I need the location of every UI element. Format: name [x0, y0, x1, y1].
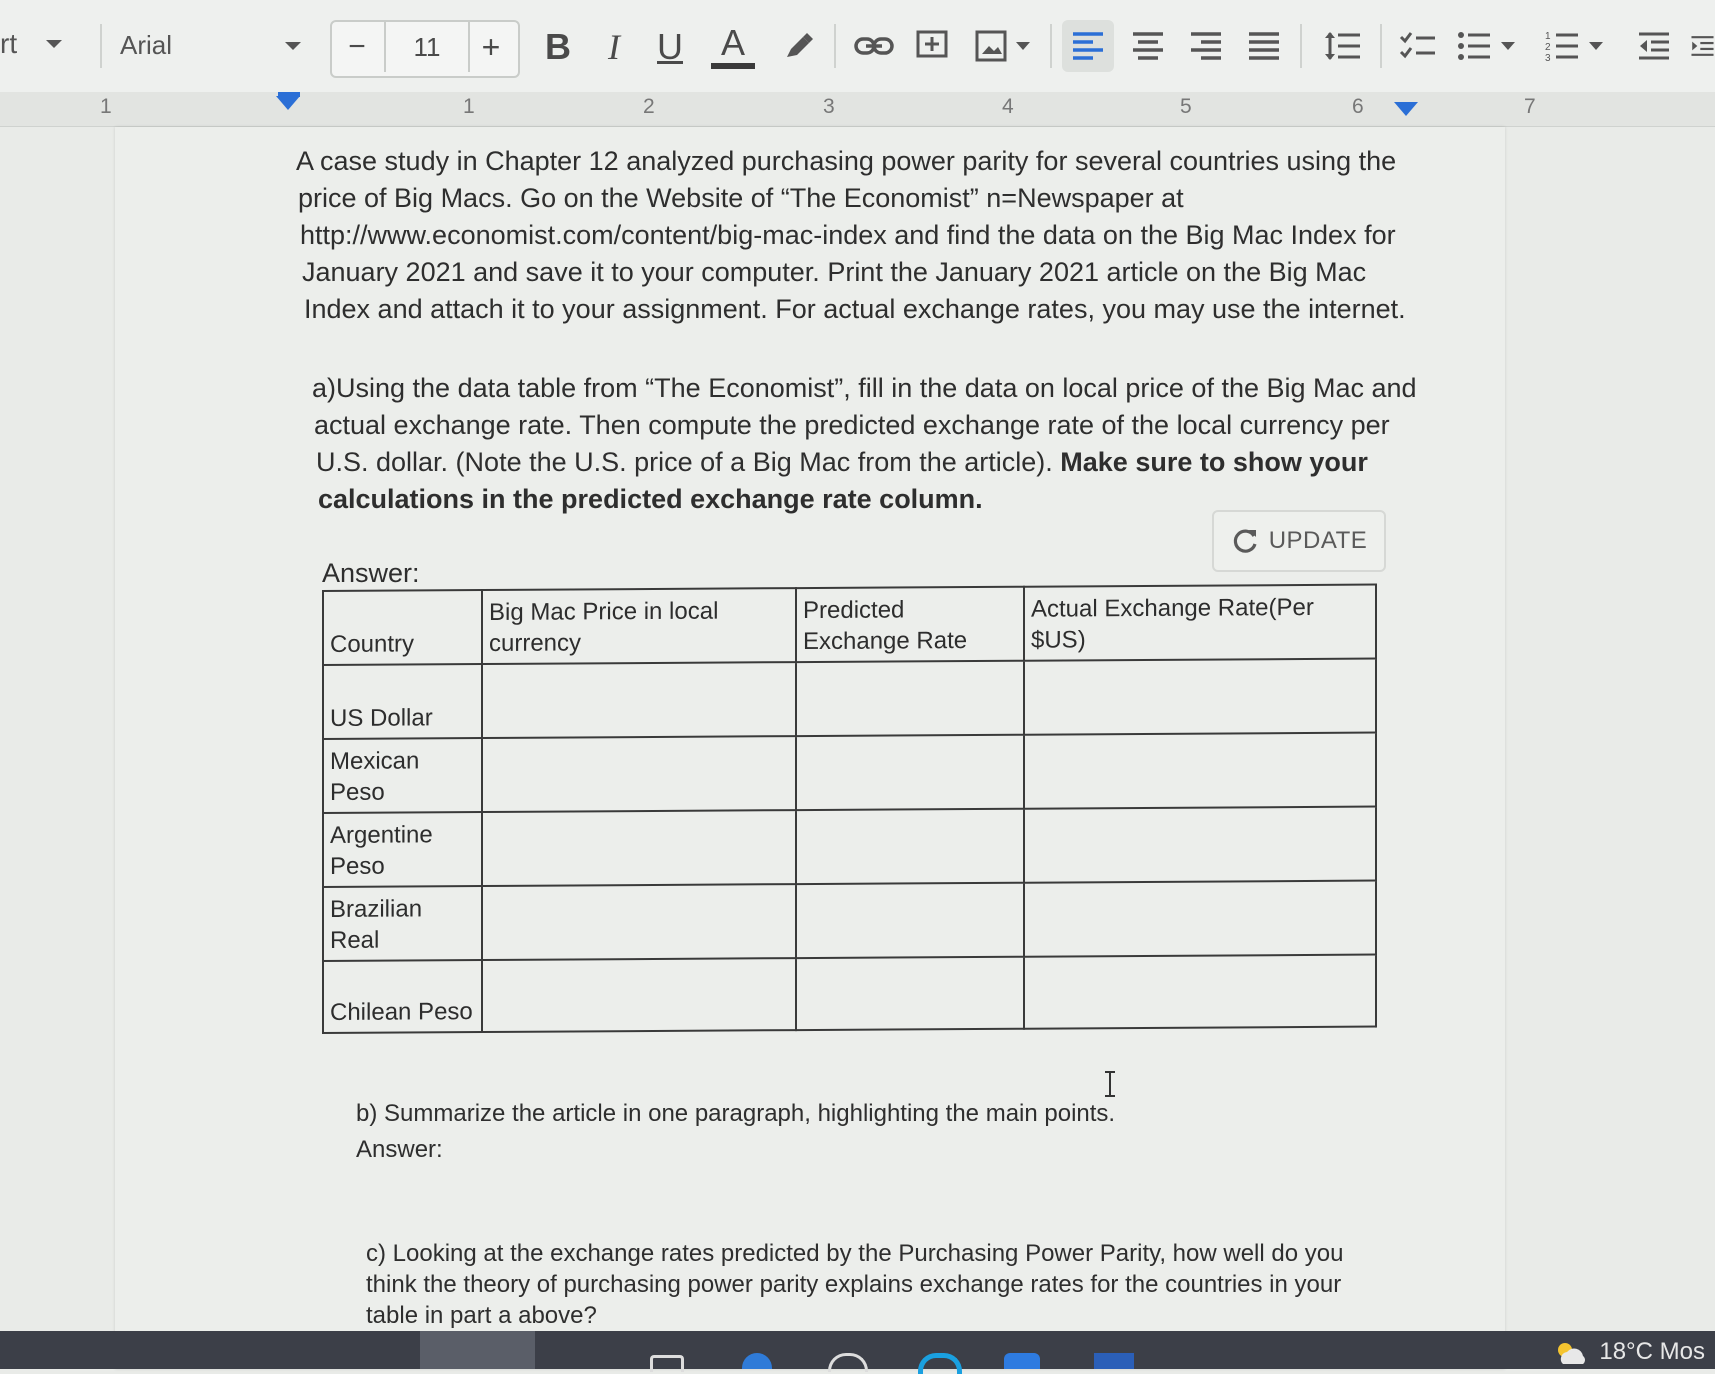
divider [834, 24, 836, 68]
link-icon [854, 34, 894, 58]
text-cursor-icon [1102, 1070, 1118, 1098]
chrome-icon[interactable] [828, 1353, 868, 1372]
table-row [323, 733, 1376, 813]
text-line: Index and attach it to your assignment. For actual exchange rates, you may use the internet. [304, 294, 1406, 324]
text-line: January 2021 and save it to your computer. Print the January 2021 article on the Big Mac [302, 257, 1367, 287]
divider [1050, 24, 1052, 68]
table-header-cell[interactable]: Actual Exchange Rate(Per $US) [1024, 585, 1376, 661]
text-line: think the theory of purchasing power parity explains exchange rates for the countries in your [366, 1271, 1342, 1298]
divider [1380, 24, 1382, 68]
formatting-toolbar [0, 0, 1715, 92]
empty-cell[interactable] [796, 735, 1024, 810]
text-color-letter: A [720, 22, 745, 63]
numbered-list-icon [1545, 30, 1579, 62]
right-indent-marker[interactable] [1394, 102, 1418, 116]
taskbar-app-button[interactable] [420, 1331, 535, 1369]
table-row [323, 955, 1376, 1033]
justify-button[interactable] [1238, 20, 1290, 72]
part-c-paragraph [366, 1238, 1343, 1331]
answer-label: Answer: [356, 1136, 443, 1163]
text-line: A case study in Chapter 12 analyzed purchasing power parity for several countries using the [296, 146, 1397, 176]
bold-button[interactable]: B [545, 26, 571, 67]
update-label: UPDATE [1268, 527, 1368, 554]
justify-icon [1247, 30, 1281, 62]
underline-button[interactable]: U [657, 26, 683, 67]
text-line: table in part a above? [366, 1302, 597, 1329]
text-line: U.S. dollar. (Note the U.S. price of a Big Mac from the article). [316, 447, 1061, 477]
part-a-paragraph [312, 370, 1417, 518]
browser-icon[interactable] [918, 1353, 962, 1374]
intro-paragraph [296, 143, 1406, 328]
word-icon[interactable] [1094, 1353, 1134, 1369]
bold-instruction: Make sure to show your [1060, 447, 1368, 477]
svg-text:2: 2 [1545, 42, 1551, 53]
empty-cell[interactable] [796, 957, 1024, 1030]
empty-cell[interactable] [796, 883, 1024, 958]
chevron-down-icon [1499, 40, 1517, 52]
empty-cell[interactable] [1024, 807, 1376, 883]
text-color-button[interactable] [708, 18, 758, 74]
empty-cell[interactable] [796, 661, 1024, 736]
mail-icon[interactable] [1004, 1353, 1040, 1369]
divider [1300, 24, 1302, 68]
empty-cell[interactable] [482, 736, 796, 812]
bold-instruction: calculations in the predicted exchange rate column. [318, 484, 983, 514]
svg-text:1: 1 [1545, 31, 1551, 42]
align-left-button[interactable] [1062, 20, 1114, 72]
image-icon [974, 29, 1008, 63]
text-line: a)Using the data table from “The Economist”, fill in the data on local price of the Big Mac and [312, 373, 1417, 403]
weather-text: 18°C Mos [1599, 1338, 1705, 1365]
highlight-color-button[interactable] [776, 24, 820, 68]
file-explorer-icon[interactable] [650, 1355, 684, 1372]
paragraph-style-label: rt [0, 28, 18, 59]
os-taskbar [0, 1331, 1715, 1369]
table-header-cell[interactable]: Big Mac Price in local currency [482, 588, 796, 664]
chevron-down-icon [43, 37, 65, 51]
numbered-list-button[interactable] [1540, 20, 1610, 72]
ruler-number: 6 [1352, 95, 1364, 118]
empty-cell[interactable] [1024, 881, 1376, 957]
empty-cell[interactable] [1024, 659, 1376, 735]
text-color-swatch [711, 63, 755, 69]
checklist-button[interactable] [1392, 20, 1444, 72]
country-cell[interactable]: US Dollar [323, 664, 482, 739]
paragraph-style-dropdown[interactable] [0, 28, 65, 60]
bulleted-list-icon [1457, 30, 1491, 62]
increase-indent-icon [1690, 30, 1715, 62]
italic-button[interactable]: I [608, 27, 620, 67]
table-row [323, 881, 1376, 961]
align-left-icon [1071, 30, 1105, 62]
align-center-button[interactable] [1122, 20, 1174, 72]
chevron-down-icon [282, 39, 304, 53]
increase-indent-button[interactable] [1690, 20, 1715, 72]
increase-font-size-button[interactable]: + [481, 28, 501, 65]
update-button[interactable] [1212, 510, 1386, 572]
text-line: price of Big Macs. Go on the Website of “The Economist” n=Newspaper at [298, 183, 1184, 213]
weather-widget[interactable] [1553, 1338, 1705, 1366]
answer-label: Answer: [322, 558, 420, 588]
align-right-button[interactable] [1180, 20, 1232, 72]
chevron-down-icon [1014, 40, 1032, 52]
partly-cloudy-icon [1553, 1340, 1587, 1366]
add-comment-icon [915, 29, 949, 63]
insert-comment-button[interactable] [910, 24, 954, 68]
font-family-dropdown[interactable] [120, 30, 304, 61]
checklist-icon [1399, 30, 1437, 62]
edge-icon[interactable] [742, 1353, 772, 1369]
empty-cell[interactable] [796, 809, 1024, 884]
empty-cell[interactable] [1024, 955, 1376, 1029]
empty-cell[interactable] [1024, 733, 1376, 809]
horizontal-ruler[interactable] [0, 92, 1715, 127]
align-center-icon [1131, 30, 1165, 62]
text-line: c) Looking at the exchange rates predicted by the Purchasing Power Parity, how well do you [366, 1240, 1344, 1267]
line-spacing-icon [1322, 29, 1362, 63]
answer-table[interactable] [322, 584, 1377, 1034]
table-header-cell[interactable]: Predicted Exchange Rate [796, 587, 1024, 662]
marker-icon [781, 29, 815, 63]
bulleted-list-button[interactable] [1452, 20, 1522, 72]
decrease-indent-icon [1637, 30, 1671, 62]
table-header-cell[interactable]: Country [323, 590, 482, 665]
text-line: http://www.economist.com/content/big-mac-index and find the data on the Big Mac Index for [300, 220, 1396, 250]
table-header-row [323, 585, 1376, 665]
ruler-number: 2 [643, 95, 655, 118]
ruler-number: 1 [100, 95, 112, 118]
decrease-font-size-button[interactable]: − [348, 30, 366, 63]
empty-cell[interactable] [482, 884, 796, 960]
ruler-number: 3 [823, 95, 835, 118]
svg-text:3: 3 [1545, 53, 1551, 62]
divider [100, 24, 102, 68]
ruler-number: 1 [463, 95, 475, 118]
text-line: b) Summarize the article in one paragraph, highlighting the main points. [356, 1100, 1116, 1127]
ruler-number: 5 [1180, 95, 1192, 118]
empty-cell[interactable] [482, 662, 796, 738]
line-spacing-button[interactable] [1316, 20, 1368, 72]
empty-cell[interactable] [482, 810, 796, 886]
country-cell[interactable]: Argentine Peso [323, 812, 482, 887]
table-row [323, 659, 1376, 739]
decrease-indent-button[interactable] [1628, 20, 1680, 72]
insert-image-button[interactable] [970, 24, 1036, 68]
ruler-number: 7 [1524, 95, 1536, 118]
country-cell[interactable]: Chilean Peso [323, 960, 482, 1033]
chevron-down-icon [1587, 40, 1605, 52]
ruler-number: 4 [1002, 95, 1014, 118]
table-row [323, 807, 1376, 887]
align-right-icon [1189, 30, 1223, 62]
first-line-indent-marker[interactable] [278, 92, 300, 97]
empty-cell[interactable] [482, 958, 796, 1032]
font-family-label: Arial [120, 30, 173, 60]
part-b-paragraph [356, 1096, 1115, 1168]
left-indent-marker[interactable] [276, 96, 300, 110]
refresh-icon [1231, 527, 1259, 555]
font-size-input[interactable]: 11 [384, 22, 470, 72]
insert-link-button[interactable] [852, 24, 896, 68]
country-cell[interactable]: Mexican Peso [323, 738, 482, 813]
country-cell[interactable]: Brazilian Real [323, 886, 482, 961]
text-line: actual exchange rate. Then compute the predicted exchange rate of the local currency per [314, 410, 1390, 440]
